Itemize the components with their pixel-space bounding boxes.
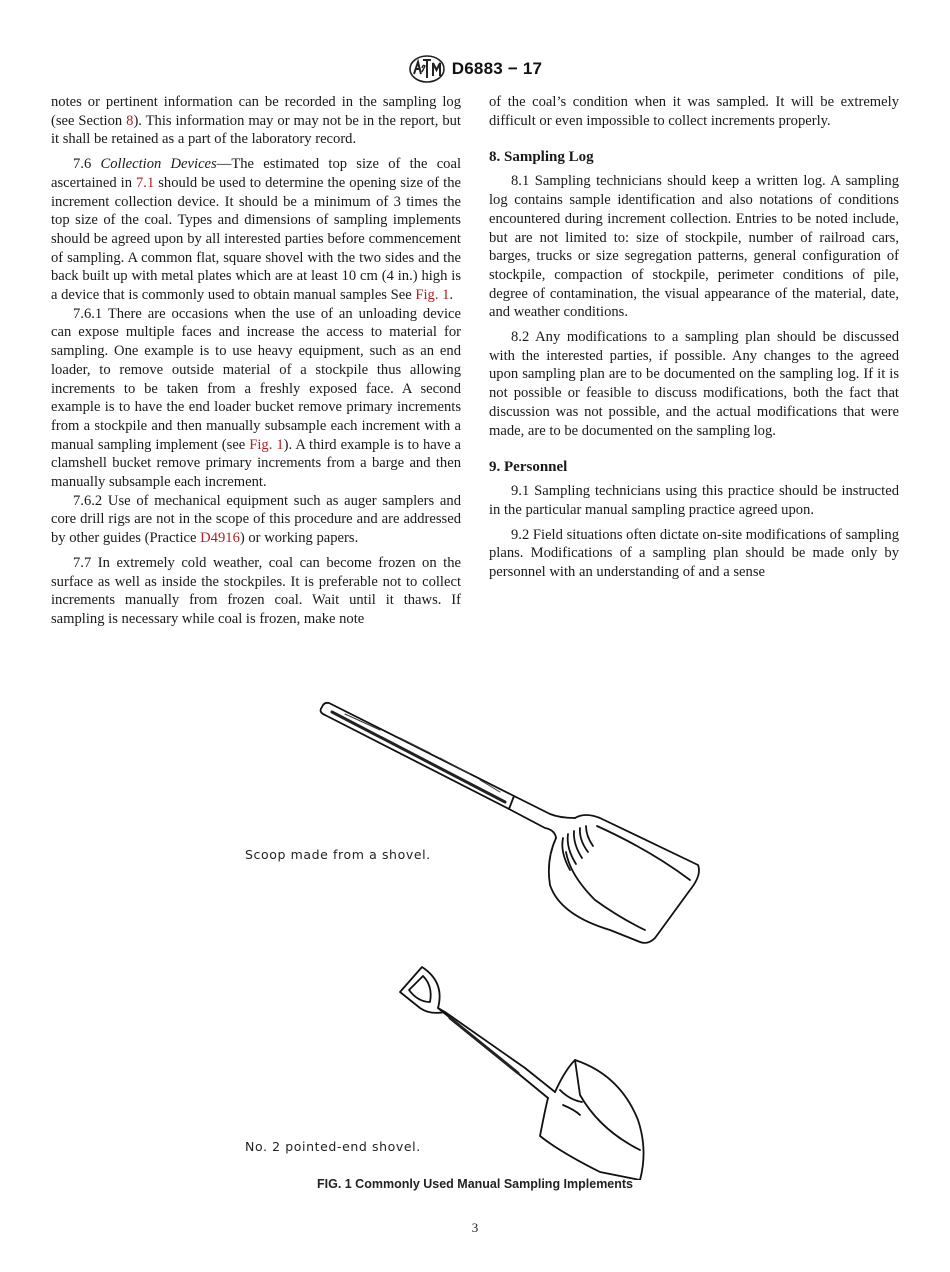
left-column bbox=[51, 93, 461, 629]
page-header bbox=[0, 54, 950, 84]
document-id: D6883 − 17 bbox=[451, 59, 543, 78]
text: —The estimated top size of the coal ascertained in bbox=[51, 156, 461, 191]
link-fig-1[interactable]: Fig. 1 bbox=[249, 436, 284, 453]
paragraph-7-6-1 bbox=[51, 305, 461, 492]
link-section-8[interactable]: 8 bbox=[126, 112, 134, 129]
paragraph-8-1: 8.1 Sampling technicians should keep a written log. A sampling log contains sample identification and also notations of conditions encountered during increment collection. Entries to be noted include, but are not limited to: size of stockpile, number of railroad cars, barges, trucks or size segregation patterns, general configuration of stockpile, compaction of stockpile, perimeter conditions of pile, degree of contamination, the visual appearance of the material, date, and weather conditions. bbox=[489, 173, 899, 321]
figure-illustration bbox=[0, 690, 950, 1180]
section-heading-8: 8. Sampling Log bbox=[489, 149, 594, 166]
paragraph-7-7-cont: of the coal’s condition when it was sampled. It will be extremely difficult or even impossible to collect increments properly. bbox=[489, 94, 899, 129]
link-fig-1[interactable]: Fig. 1 bbox=[415, 287, 450, 304]
figure-1 bbox=[0, 690, 950, 1200]
section-number: 7.6 bbox=[73, 156, 101, 173]
text: . bbox=[449, 287, 454, 304]
paragraph-8-2: 8.2 Any modifications to a sampling plan should be discussed with the interested parties, if possible. Any changes to the agreed upon sampling plan are to be documented on the sampling log. If it is not possible or feasible to discuss modifications, both the fact that discussion was not possible, and the actual modifications that were made, are to be documented on the sampling log. bbox=[489, 329, 899, 439]
pointed-shovel-icon bbox=[400, 967, 644, 1180]
section-title: Collection Devices bbox=[100, 156, 217, 173]
astm-logo-icon bbox=[408, 54, 446, 84]
scoop-shovel-icon bbox=[321, 703, 699, 943]
text: 7.6.2 Use of mechanical equipment such as auger samplers and core drill rigs are not in the scope of this procedure and are addressed by other guides (Practice bbox=[51, 492, 461, 547]
label-pointed-shovel: No. 2 pointed-end shovel. bbox=[245, 1139, 421, 1154]
text: notes or pertinent information can be recorded in the sampling log (see Section bbox=[51, 94, 461, 129]
link-7-1[interactable]: 7.1 bbox=[136, 174, 155, 191]
text: ). A third example is to have a clamshell bucket remove primary increments from a barge and then manually subsample each increment. bbox=[51, 436, 461, 491]
paragraph-7-5-cont bbox=[51, 93, 461, 149]
text: 7.6.1 There are occasions when the use of an unloading device can expose multiple faces and increase the access to material for sampling. One example is to use heavy equipment, such as an end loader, to remove outside material of a stockpile thus allowing increments to be taken from a freshly exposed face. A second example is to have the end loader bucket remove primary increments from a stockpile and then manually subsample each increment with a manual sampling implement (see bbox=[51, 305, 461, 453]
label-scoop: Scoop made from a shovel. bbox=[245, 847, 431, 862]
text: 7.7 In extremely cold weather, coal can become frozen on the surface as well as inside the stockpiles. It is preferable not to collect increments manually from frozen coal. Wait until it thaws. If sampling is necessary while coal is frozen, make note bbox=[51, 554, 461, 627]
paragraph-7-6 bbox=[51, 155, 461, 305]
text: should be used to determine the opening size of the increment collection device. It should be a minimum of 3 times the top size of the coal. Types and dimensions of sampling implements should be agreed upon by all interested parties before commencement of sampling. A common flat, square shovel with the two sides and the back built up with metal plates which are at least 10 cm (4 in.) high is a device that is commonly used to obtain manual samples See bbox=[51, 174, 461, 304]
paragraph-7-6-2 bbox=[51, 492, 461, 548]
section-heading-9: 9. Personnel bbox=[489, 459, 568, 476]
paragraph-7-7 bbox=[51, 554, 461, 629]
page-number: 3 bbox=[471, 1220, 479, 1235]
paragraph-9-2: 9.2 Field situations often dictate on-site modifications of sampling plans. Modifications of a sampling plan should be made only by personnel with an understanding of and a sense bbox=[489, 526, 899, 581]
right-column bbox=[489, 93, 899, 582]
text: ) or working papers. bbox=[239, 530, 359, 547]
figure-caption: FIG. 1 Commonly Used Manual Sampling Implements bbox=[316, 1177, 634, 1191]
link-d4916[interactable]: D4916 bbox=[200, 530, 240, 547]
paragraph-9-1: 9.1 Sampling technicians using this practice should be instructed in the particular manual sampling practice agreed upon. bbox=[489, 483, 899, 518]
text: ). This information may or may not be in the report, but it shall be retained as a part of the laboratory record. bbox=[51, 112, 461, 148]
